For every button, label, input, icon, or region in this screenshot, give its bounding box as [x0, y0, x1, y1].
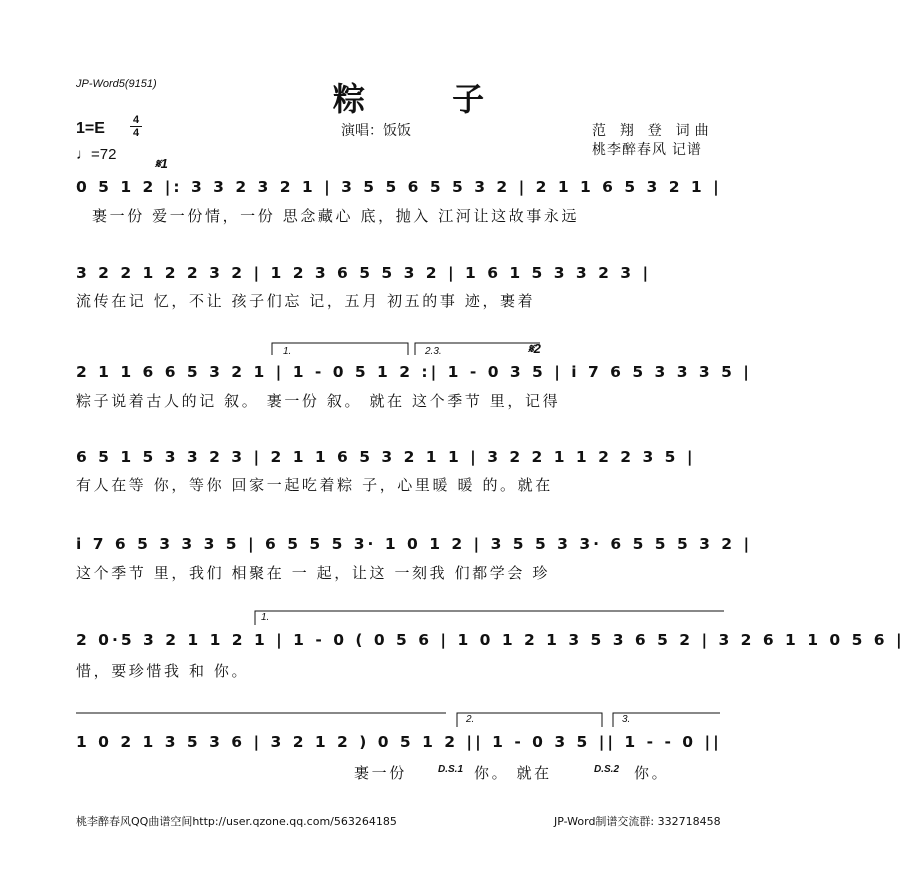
lyrics-line-1: 裹一份 爱一份情，一份 思念藏心 底，抛入 江河让这故事永远 [92, 207, 580, 225]
notation-line-5: i 7 6 5 3 3 3 5 | 6 5 5 5 3· 1 0 1 2 | 3 5 5 3 3· 6 5 5 5 3 2 | [76, 535, 753, 553]
segno-1: 𝄋1 [155, 156, 168, 171]
volta-bracket-3 [613, 713, 720, 727]
time-signature-bottom: 4 [132, 127, 140, 139]
footer-right-text: JP-Word制谱交流群: 332718458 [554, 815, 721, 828]
segno-2: 𝄋2 [528, 341, 541, 356]
lyrics-line-7b: 你。 就在 [474, 764, 552, 782]
volta-label-23: 2.3. [425, 346, 442, 357]
lyrics-line-7c: 你。 [634, 764, 670, 782]
ds1-mark: D.S.1 [438, 764, 464, 775]
volta-label-1b: 1. [261, 612, 270, 623]
volta-label-1: 1. [283, 346, 292, 357]
footer-left-link[interactable]: 桃李醉春风QQ曲谱空间http://user.qzone.qq.com/563264185 [76, 815, 397, 828]
volta-bracket-1b [255, 611, 724, 625]
notation-line-2: 3 2 2 1 2 2 3 2 | 1 2 3 6 5 5 3 2 | 1 6 1 5 3 3 2 3 | [76, 264, 652, 282]
volta-bracket-1 [272, 343, 408, 355]
notation-line-7: 1 0 2 1 3 5 3 6 | 3 2 1 2 ) 0 5 1 2 || 1 - 0 3 5 || 1 - - 0 || [76, 733, 722, 751]
volta-label-2: 2. [466, 714, 475, 725]
lyrics-line-5: 这个季节 里，我们 相聚在 一 起，让这 一刻我 们都学会 珍 [76, 564, 550, 582]
volta-bracket-2 [457, 713, 602, 727]
volta-label-3: 3. [622, 714, 631, 725]
composer-credit: 范 翔 登 词曲 [592, 122, 714, 138]
song-title: 粽 子 [333, 80, 523, 118]
lyrics-line-3: 粽子说着古人的记 叙。 裹一份 叙。 就在 这个季节 里，记得 [76, 392, 561, 410]
ds2-mark: D.S.2 [594, 764, 620, 775]
notation-line-3: 2 1 1 6 6 5 3 2 1 | 1 - 0 5 1 2 :| 1 - 0 3 5 | i 7 6 5 3 3 3 5 | [76, 363, 752, 381]
lyrics-line-2: 流传在记 忆，不让 孩子们忘 记，五月 初五的事 迹，裹着 [76, 292, 536, 310]
lyrics-line-4: 有人在等 你，等你 回家一起吃着粽 子，心里暖 暖 的。就在 [76, 476, 553, 494]
lyrics-line-7a: 裹一份 [354, 764, 407, 782]
volta-bracket-23 [415, 343, 540, 355]
software-label: JP-Word5(9151) [76, 78, 157, 90]
notation-line-1: 0 5 1 2 |: 3 3 2 3 2 1 | 3 5 5 6 5 5 3 2 | 2 1 1 6 5 3 2 1 | [76, 178, 722, 196]
time-signature-top: 4 [132, 114, 140, 126]
transcriber-credit: 桃李醉春风 记谱 [592, 141, 702, 157]
notation-line-6: 2 0·5 3 2 1 1 2 1 | 1 - 0 ( 0 5 6 | 1 0 1 2 1 3 5 3 6 5 2 | 3 2 6 1 1 0 5 6 | [76, 631, 905, 649]
lyrics-line-6: 惜，要珍惜我 和 你。 [76, 662, 250, 680]
notation-line-4: 6 5 1 5 3 3 2 3 | 2 1 1 6 5 3 2 1 1 | 3 2 2 1 1 2 2 3 5 | [76, 448, 696, 466]
tempo-marking: ♩=72 [76, 146, 117, 163]
singer-credit: 演唱：饭饭 [341, 122, 411, 138]
key-signature: 1=E [76, 120, 105, 137]
